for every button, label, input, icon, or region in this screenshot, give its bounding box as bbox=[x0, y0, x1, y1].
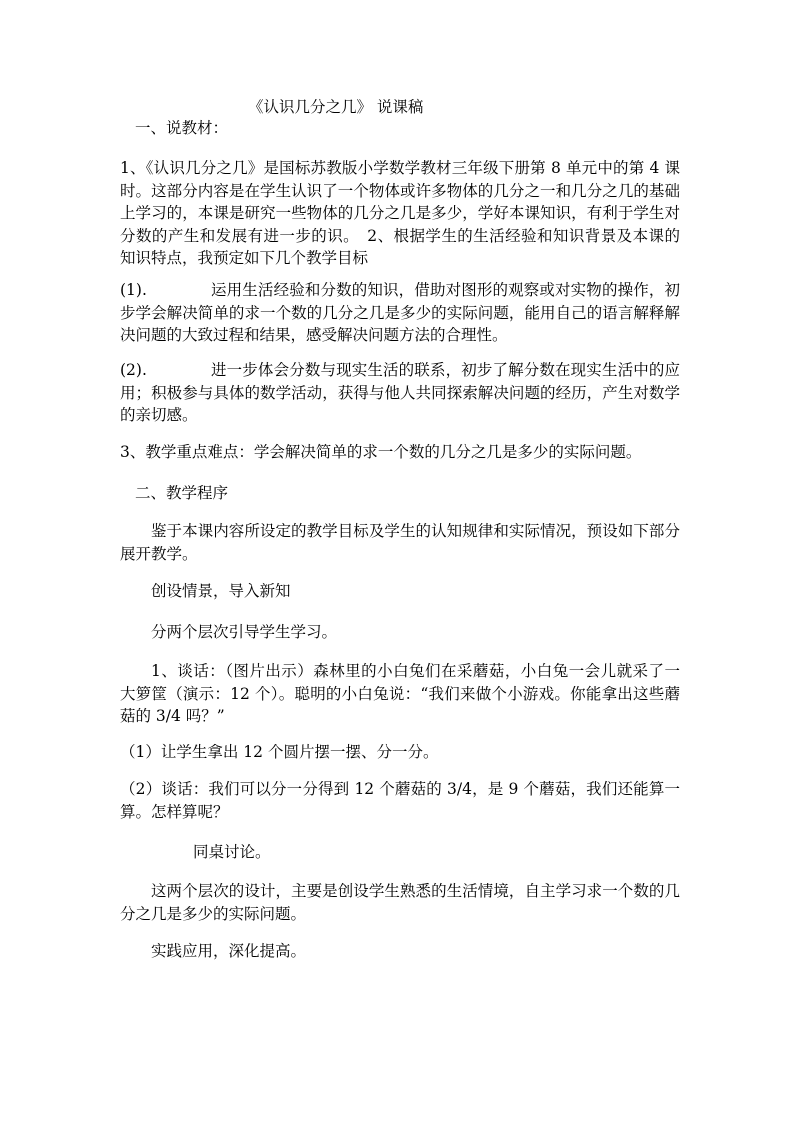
paragraph-procedure-intro: 鉴于本课内容所设定的教学目标及学生的认知规律和实际情况，预设如下部分展开教学。 bbox=[120, 522, 680, 563]
paragraph-intro: 1、《认识几分之几》是国标苏教版小学数学教材三年级下册第 8 单元中的第 4 课时。这部分内容是在学生认识了一个物体或许多物体的几分之一和几分之几的基础上学习的，本课是研究一些物体的几分之几是多少，学好本课知识，有利于学生对分数的产生和发展有进一步的识。 2、根据学生的生活经验和知识背景及本课的知识特点，我预定如下几个教学目标 bbox=[120, 159, 680, 267]
paragraph-key-points: 3、教学重点难点：学会解决简单的求一个数的几分之几是多少的实际问题。 bbox=[120, 443, 642, 461]
paragraph-design: 这两个层次的设计，主要是创设学生熟悉的生活情境，自主学习求一个数的几分之几是多少的实际问题。 bbox=[120, 882, 680, 923]
step-two-levels: 分两个层次引导学生学习。 bbox=[151, 623, 338, 641]
step-practice: 实践应用，深化提高。 bbox=[151, 942, 307, 960]
goal-2-number: (2). bbox=[120, 361, 147, 379]
list-item-2: （2）谈话：我们可以分一分得到 12 个蘑菇的 3/4，是 9 个蘑菇，我们还能算一算。怎样算呢？ bbox=[120, 780, 680, 821]
goal-2-text: 进一步体会分数与现实生活的联系，初步了解分数在现实生活中的应用；积极参与具体的数学活动，获得与他人共同探索解决问题的经历，产生对数学的亲切感。 bbox=[120, 361, 680, 424]
paragraph-talk: 1、谈话：（图片出示）森林里的小白兔们在采蘑菇，小白兔一会儿就采了一大箩筐（演示：12 个）。聪明的小白兔说：“我们来做个小游戏。你能拿出这些蘑菇的 3/4 吗？” bbox=[120, 662, 680, 725]
goal-2 bbox=[120, 359, 680, 427]
goal-1-text: 运用生活经验和分数的知识，借助对图形的观察或对实物的操作，初步学会解决简单的求一个数的几分之几是多少的实际问题，能用自己的语言解释解决问题的大致过程和结果，感受解决问题方法的合理性。 bbox=[120, 281, 680, 344]
section-heading-materials: 一、说教材： bbox=[135, 119, 229, 137]
step-discussion: 同桌讨论。 bbox=[193, 843, 271, 861]
goal-1 bbox=[120, 279, 680, 347]
step-create-scene: 创设情景，导入新知 bbox=[151, 582, 291, 600]
document-title: 《认识几分之几》 说课稿 bbox=[248, 98, 424, 116]
section-heading-procedure: 二、教学程序 bbox=[135, 484, 229, 502]
goal-1-number: (1). bbox=[120, 281, 147, 299]
list-item-1: （1）让学生拿出 12 个圆片摆一摆、分一分。 bbox=[120, 743, 439, 761]
